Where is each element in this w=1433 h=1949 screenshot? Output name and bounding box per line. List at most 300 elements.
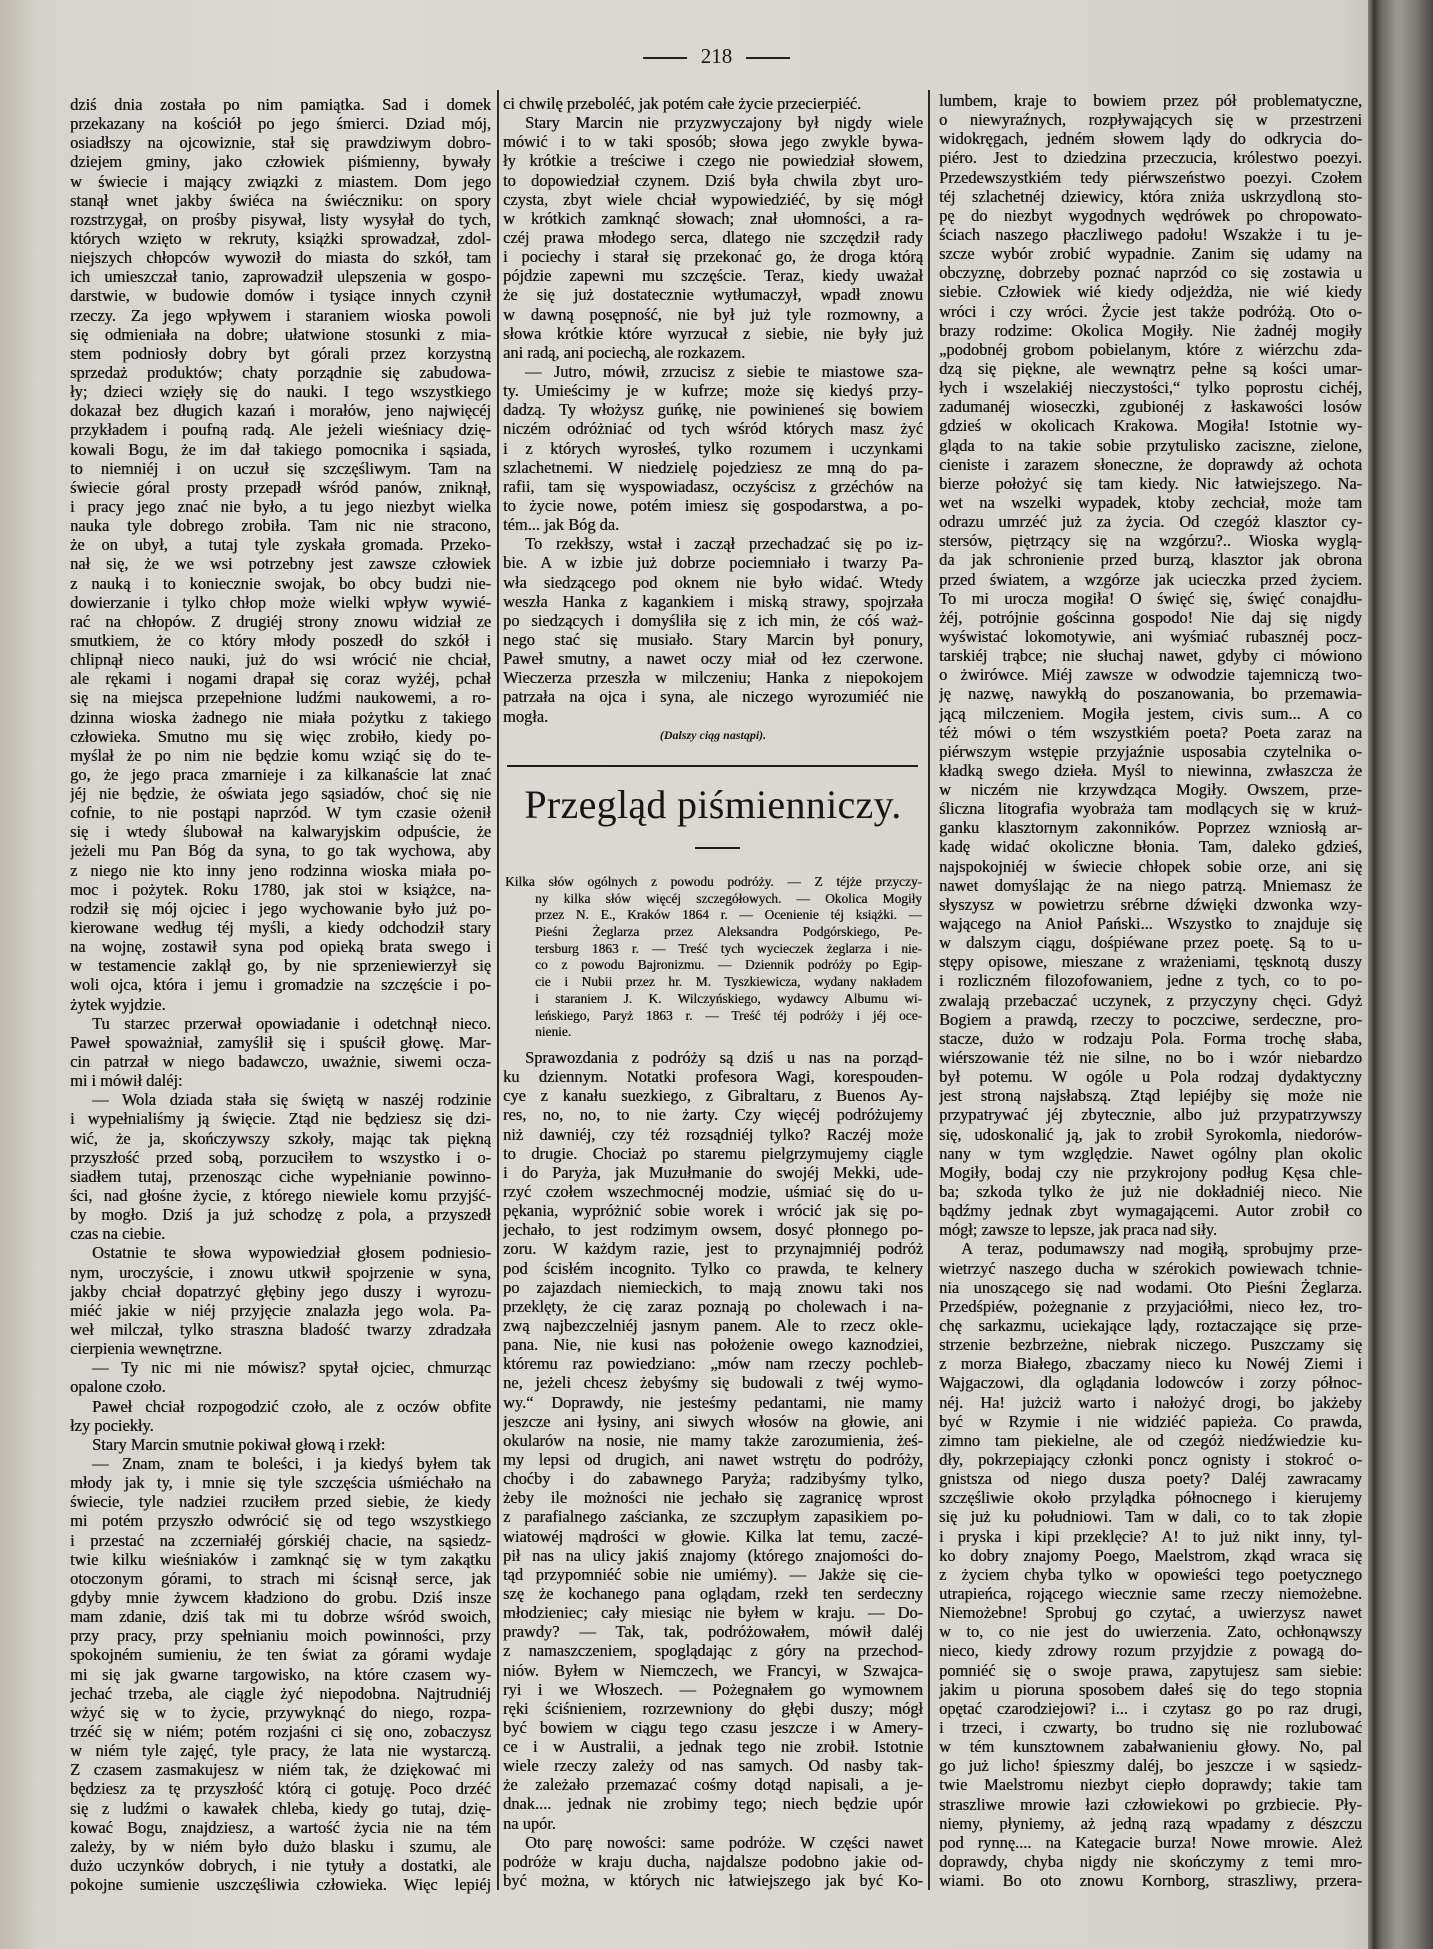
text-line: niczém odróżniać od tych wśród których masz żyć [503, 419, 923, 439]
text-line: Wieczerza przeszła w milczeniu; Hanka z niepokojem [503, 668, 923, 688]
text-line: ko dobry znajomy Poego, Maelstrom, zkąd wraca się [939, 1545, 1362, 1565]
text-line: spokojném sumieniu, że ten świat za górami wydaje [70, 1645, 491, 1665]
text-line: świecie góral prosty przepadł wśród panów, zniknął, [70, 477, 491, 497]
summary-line: przez N. E., Kraków 1864 r. — Ocenienie téj książki. — [535, 907, 922, 923]
text-line: ręki ściśnieniem, rozrzewniony do głębi duszy; mógł [503, 1698, 923, 1718]
text-line: by mogło. Dziś ja już schodzę z pola, a przyszedł [70, 1205, 491, 1225]
text-line: to niemniéj i on uczuł się szczęśliwym. Tam na [70, 458, 491, 478]
text-line: pę do niezbyt wygodnych wędrówek po chropowato- [939, 205, 1362, 225]
text-line: szcze wybór zrobić wypadnie. Zanim się udamy na [939, 244, 1362, 264]
text-line: woli ojca, która i jemu i gromadzie na szczęście i po- [70, 975, 491, 995]
text-line: rodził się mój ojciec i jego wychowanie było już po- [70, 898, 491, 918]
text-line: łzy pociekły. [70, 1415, 154, 1435]
text-line: obczyznę, dobrzeby poznać naprzód co się zostawia u [939, 263, 1362, 283]
text-line: ję nazwę, nawykłą do poszanowania, bo przemawia- [939, 684, 1362, 704]
text-line: to życie nowe, potém imiesz się gospodarstwa, a po- [503, 495, 923, 515]
text-line: niemy, płyniemy, aż jedną razą wpadamy z dészczu [939, 1813, 1362, 1833]
text-line: mi potém przyszło odwrócić się od tego wszystkiego [70, 1511, 491, 1531]
text-line: Bogiem a prawdą, rzeczy to poczciwe, serdeczne, pro- [939, 1009, 1362, 1029]
summary-line: i staraniem J. K. Wilczyńskiego, wydawcy Albumu wi- [535, 990, 922, 1006]
text-line: nauka tyle dobrego zrobiła. Tam nic nie stracono, [70, 516, 491, 536]
text-line: mógł; zawsze to lepsze, jak praca nad siły. [939, 1220, 1217, 1240]
text-line: jeszcze ani łysiny, ani siwych włosów na głowie, ani [503, 1411, 923, 1431]
text-line: gdzieś w okolicach Krakowa. Mogiła! Istotnie wy- [939, 416, 1362, 436]
text-line: Przedśpiéw, pożegnanie z przyjaciółmi, nieco łez, tro- [939, 1296, 1362, 1316]
text-line: rafii, tam się wyspowiadasz, oczyścisz z grzéchów na [503, 476, 923, 496]
text-line: tąd przypomniéć sobie nie umiémy). — Jakże się cie- [503, 1564, 923, 1584]
text-line: wróci i czy wróci. Życie jest także podróżą. Oto o- [939, 301, 1362, 321]
text-line: to drugie. Chociaż po staremu pielgrzymujemy ciągle [503, 1143, 923, 1163]
text-line: ce i w Australii, a jednak tego nie zrobił. Istotnie [503, 1737, 923, 1757]
text-line: człowieka. Smutno mu się więc zrobiło, kiedy po- [70, 726, 491, 746]
text-line: go, że jego praca zmarnieje i za kilkanaście lat znać [70, 764, 491, 784]
review-summary [505, 874, 922, 1041]
text-line: ci chwilę przeboléć, jak potém całe życie przecierpiéć. [503, 94, 862, 113]
text-line: odrazu umrzéć już za życia. Od czegóż klasztor cy- [939, 512, 1362, 532]
text-line: ich umieszczał tanio, zaprowadził ulepszenia w gospo- [70, 267, 491, 287]
text-line: wietrzyć naszego ducha w szérokich powiewach tchnie- [939, 1258, 1362, 1278]
text-line: nieco, kiedy zdrowy rozum przyjdzie z powagą do- [939, 1641, 1362, 1661]
text-line: gnistsza od niego dusza poety? Daléj zawracamy [939, 1469, 1362, 1489]
paragraph [70, 1014, 491, 1091]
text-line: Stary Marcin nie przyzwyczajony był nigdy wiele [525, 113, 923, 133]
text-line: ty. Umieścimy je w kufrze; może się kiedyś przy- [503, 381, 923, 401]
text-line: A teraz, podumawszy nad mogiłą, sprobujmy prze- [961, 1239, 1362, 1259]
text-line: prawdy? — Tak, tak, podróżowałem, mówił daléj [503, 1622, 923, 1642]
text-line: pójdzie zapewni mu szczęście. Teraz, kiedy uważał [503, 266, 923, 286]
text-line: doprawdy, chyba nigdy nie skończymy z temi mro- [939, 1851, 1362, 1871]
text-line: z życiem chyba tylko w opowieści tego poetycznego [939, 1564, 1362, 1584]
column-1-story [70, 95, 491, 1894]
text-line: przeklęty, że cię zaraz poznają po cholewach i na- [503, 1296, 923, 1316]
text-line: weszła Hanka z kagankiem i miską strawy, spojrzała [503, 591, 923, 611]
text-line: „podobnéj grobom pobielanym, które z wiérzchu zda- [939, 339, 1362, 359]
text-line: stacze, dużo w rodzaju Pola. Forma trochę słaba, [939, 1028, 1362, 1048]
text-line: téj szlachetnéj dziewicy, która zniża uskrzydloną sto- [939, 186, 1362, 206]
text-line: jéj nie będzie, że oświata jego sąsiadów, choć się nie [70, 784, 491, 804]
text-line: rozstrzygał, on prośby pisywał, listy wysyłał do tych, [70, 209, 491, 229]
text-line: piérwszym wstępie przyjaźnie usposabia czytelnika o- [939, 741, 1362, 761]
text-line: i pryska i kipi przeklęcie? A! to już nikt inny, tyl- [939, 1526, 1362, 1546]
text-line: weł milczał, tylko straszna bladość twarzy zdradzała [70, 1320, 491, 1339]
summary-line: nienie. [535, 1024, 572, 1040]
text-line: widokręgach, jedném słowem lądy do odkrycia do- [939, 129, 1362, 149]
text-line: to dopowiedział czynem. Dziś była chwila zbyt uro- [503, 170, 923, 190]
text-line: przy pracy, przy spełnianiu moich powinności, przy [70, 1626, 491, 1646]
text-line: zimno tam piekielne, ale od czegóż niedźwiedzie ku- [939, 1430, 1362, 1450]
text-line: miéć jakie w niéj przyjęcie znalazła jego wola. Pa- [70, 1300, 491, 1320]
text-line: pił nas na ulicy jakiś znajomy (którego znajomości do- [503, 1545, 923, 1565]
text-line: być można, w których nic łatwiejszego jak być Ko- [503, 1871, 923, 1891]
text-line: tarskiéj trąbce; nie słuchaj nawet, gdyby ci mówiono [939, 646, 1362, 666]
text-line: — Jutro, mówił, zrzucisz z siebie te miastowe sza- [525, 361, 923, 381]
text-line: moc i pożytek. Roku 1780, jak stoi w książce, na- [70, 879, 491, 899]
text-line: zwalają przebaczać uczynek, z przyczyny chęci. Gdyż [939, 990, 1362, 1010]
text-line: na wojnę, zostawił syna pod opieką brata swego i [70, 937, 491, 957]
text-line: i przestać na zczerniałéj górskiéj chacie, na sąsiedz- [70, 1530, 491, 1550]
text-line: kowali Bogu, że im dał takiego pomocnika i sąsiada, [70, 439, 491, 459]
text-line: podróże w kraju ducha, najdalsze podobno jakie od- [503, 1851, 923, 1871]
text-line: wżyć się w to życie, przywyknąć do niego, rozpa- [70, 1702, 491, 1722]
text-line: przekazany na kościół po jego śmierci. Dziad mój, [70, 114, 491, 134]
text-line: i trzeci, i czwarty, bo trudno się nie rozlubować [939, 1717, 1362, 1737]
text-line: da jak schronienie przed burzą, klasztor jak obrona [939, 550, 1362, 570]
text-line: wyświstać lokomotywie, ani wyśmiać rubasznéj pocz- [939, 626, 1362, 646]
text-line: być bowiem w ciągu tego czasu jeszcze i w Amery- [503, 1717, 923, 1737]
paragraph [503, 1048, 923, 1833]
text-line: wającego na Anioł Pański... Wszystko to znajduje się [939, 914, 1362, 934]
page-number-text: 218 [700, 44, 733, 68]
text-line: mi i mówił daléj: [70, 1071, 183, 1091]
text-line: opętać czarodziejowi? i... i czytasz go po raz drugi, [939, 1698, 1362, 1718]
summary-line: Kilka słów ogólnych z powodu podróży. — Z téjże przyczy- [505, 874, 922, 889]
text-line: przyszłość przed sobą, porzuciłem to wszystko i o- [70, 1147, 491, 1167]
text-line: o niewyraźnych, rozpływających się w przestrzeni [939, 110, 1362, 130]
text-line: że on ubył, a tutaj tyle zyskała gromada. Przeko- [70, 535, 491, 555]
paragraph [503, 113, 923, 362]
text-line: choćby i do zabawnego Paryża; radzibyśmy tylko, [503, 1469, 923, 1489]
text-line: trzéć się w niém; potém rozjaśni ci się ono, zobaczysz [70, 1721, 491, 1741]
text-line: szczęśliwie około przylądka północnego i kierujemy [939, 1488, 1362, 1508]
column-2-review [503, 1048, 923, 1890]
text-line: dokazał bez długich kazań i morałów, jeno najwięcéj [70, 401, 491, 421]
text-line: bądźmy jednak zbyt wymagającemi. Autor zrobił co [939, 1201, 1362, 1221]
text-line: jakim u pioruna sposobem dałeś się do tego stopnia [939, 1679, 1362, 1699]
section-separator [507, 765, 918, 767]
text-line: pomniéć się o swoje prawa, zapytujesz sam siebie: [939, 1660, 1362, 1680]
text-line: To rzekłszy, wstał i zaczął przechadzać się po iz- [525, 534, 923, 554]
text-line: jechać trzeba, ale ciągle żyć niepodobna. Najtrudniéj [70, 1683, 491, 1703]
text-line: pod rynnę.... na Kategacie burza! Nowe mrowie. Ależ [939, 1832, 1362, 1852]
text-line: których wzięto w rekruty, książki sprowadzał, zdol- [70, 228, 491, 248]
text-line: — Ty nic mi nie mówisz? spytał ojciec, chmurząc [92, 1358, 491, 1378]
page-number-dash-left [643, 57, 687, 59]
text-line: po zajazdach niemieckich, to mają znowu taki nos [503, 1277, 923, 1297]
text-line: pokojne sumienie uszczęśliwia człowieka. Więc lepiéj [70, 1875, 491, 1895]
text-line: Ostatnie te słowa wypowiedział głosem podniesio- [92, 1243, 491, 1263]
text-line: i do Paryża, jak Muzułmanie do swojéj Mekki, ude- [503, 1162, 923, 1182]
text-line: dowierzanie i tylko chłop może wielki wpływ wywié- [70, 592, 491, 612]
text-line: utrapieńca, rojącego wiecznie same rzeczy niemożebne. [939, 1583, 1362, 1603]
text-line: dadzą. Ty włożysz guńkę, nie powinieneś się bowiem [503, 400, 923, 420]
text-line: i wypełnialiśmy ją święcie. Ztąd nie będziesz się dzi- [70, 1109, 491, 1129]
text-line: czéj prawa młodego serca, dlatego nie szczędził rady [503, 227, 923, 247]
text-line: jechało, to jest rodzimym owsem, dosyć płonnego po- [503, 1220, 923, 1240]
text-line: nego stać się musiało. Stary Marcin był ponury, [503, 629, 923, 649]
text-line: rzyć czołem wszechmocnéj modzie, uśmiać się do u- [503, 1181, 923, 1201]
text-line: zależy, by w niém było dużo blasku i szumu, ale [70, 1836, 491, 1856]
review-section-title: Przegląd piśmienniczy. [524, 782, 902, 827]
text-line: myślał że po nim nie będzie komu wziąć się do te- [70, 745, 491, 765]
paragraph [70, 1397, 491, 1435]
text-line: dnak.... jednak nie zrobimy tego; niech będzie upór [503, 1794, 923, 1814]
text-line: się i wtedy ślubował na kalwaryjskim odpuście, że [70, 822, 491, 842]
text-line: osiadłszy na ojcowiznie, stał się prawdziwym dobro- [70, 133, 491, 153]
text-line: dzinna wioska żadnego nie miała pożytku z takiego [70, 707, 491, 727]
text-line: my lepsi od drugich, ani nawet wstrętu do podróży, [503, 1449, 923, 1469]
summary-line: Pieśni Żeglarza przez Aleksandra Podgórskiego, Pe- [535, 924, 922, 940]
text-line: cin patrzał w niego badawczo, uważnie, siwemi ocza- [70, 1052, 491, 1072]
paragraph [70, 1435, 491, 1454]
page-number [0, 44, 1433, 69]
text-line: otoczonym górami, to strach mi ścisnął serce, jak [70, 1568, 491, 1588]
text-line: z niego nie kto inny jeno rodzinna wioska miała po- [70, 860, 491, 880]
summary-line: ny kilka słów więcéj szczegółowych. — Okolica Mogiły [535, 890, 922, 906]
text-line: brazy rodzime: Okolica Mogiły. Nie żadnéj mogiły [939, 320, 1362, 340]
text-line: Paweł smutny, a nawet oczy miał od łez czerwone. [503, 649, 923, 669]
text-line: jącą milczeniem. Mogiła jestem, civis sum... A co [939, 703, 1362, 723]
text-line: piéro. Jest to dziedzina przeczucia, królestwo poezyi. [939, 148, 1362, 168]
text-line: wiami. Bo oto znowu Kornborg, straszliwy, przera- [939, 1871, 1362, 1891]
text-line: i rozliczném filozofowaniem, jedne z tych, co to po- [939, 971, 1362, 991]
text-line: szlachetnemi. W niedzielę pojedziesz ze mną do pa- [503, 457, 923, 477]
text-line: o żwirówce. Miéj zawsze w odwodzie tajemniczą two- [939, 665, 1362, 685]
text-line: się już ku południowi. Tam w dali, co to tak złopie [939, 1507, 1362, 1527]
text-line: ły krótkie a treściwe i czego nie powiedział słowem, [503, 151, 923, 171]
text-line: ły; dzieci wzięły się do nauki. I tego wszystkiego [70, 382, 491, 402]
summary-line: co z powodu Bajronizmu. — Dziennik podróży po Egip- [535, 957, 922, 973]
text-line: ba; szkoda tylko że już nie dokładniéj nieco. Nie [939, 1182, 1362, 1202]
summary-line: tersburg 1863 r. — Treść tych wycieczek żeglarza i nie- [535, 940, 922, 956]
text-line: w to, co nie jest do uwierzenia. Zato, ochłonąwszy [939, 1622, 1362, 1642]
text-line: i pociechy i starał się przekonać go, że droga którą [503, 247, 923, 267]
text-line: Stary Marcin smutnie pokiwał głową i rzekł: [92, 1434, 386, 1454]
text-line: że się już dostatecznie wytłumaczył, wpadł znowu [503, 285, 923, 305]
text-line: być w Rzymie i nie widziéć papieża. Co prawda, [939, 1411, 1362, 1431]
text-line: dużo uczynków dobrych, i nie tytuły a dostatki, ale [70, 1855, 491, 1875]
text-line: pękania, wypróżnić sobie worek i wrócić jak się po- [503, 1201, 923, 1221]
text-line: bierze położyć się tam kiedy. Nic łatwiejszego. Na- [939, 473, 1362, 493]
text-line: mówić i to w taki sposób; słowa jego zwykle bywa- [503, 132, 923, 152]
text-line: najspokojniéj w świecie chłopek sobie orze, ani się [939, 856, 1362, 876]
text-line: żytek wyjdzie. [70, 994, 166, 1014]
text-line: Paweł spoważniał, zamyślił się i spuścił głowę. Mar- [70, 1032, 491, 1052]
text-line: kadę widać okoliczne błonia. Tam, daleko gdzieś, [939, 837, 1362, 857]
text-line: smutkiem, że co który młody poszedł do szkół i [70, 630, 491, 650]
text-line: nia unoszącego się nad wodami. Oto Pieśni Żeglarza. [939, 1277, 1362, 1297]
text-line: śliczna litografia wyobraża tam modlących się w kruż- [939, 799, 1362, 819]
text-line: zwą najbezczelniéj jasnym panem. Ale to rzecz okle- [503, 1315, 923, 1335]
text-line: twie kilku wieśniaków i zamknąć się w tym zakątku [70, 1549, 491, 1569]
paragraph [70, 95, 491, 1014]
text-line: nawet domyślając że na niego patrzą. Mniemasz że [939, 875, 1362, 895]
text-line: wiele rzeczy zależy od nas samych. Od nasby tak- [503, 1756, 923, 1776]
text-line: dziejem gminy, jako człowiek piśmienny, bywały [70, 152, 491, 172]
text-line: łych i wszelakiéj nieczystości,“ tylko poprostu cichéj, [939, 378, 1362, 398]
text-line: nany w tym względzie. Nawet ogólny plan okolic [939, 1143, 1362, 1163]
text-line: jest stroną najsłabszą. Ztąd lepiéjby się może nie [939, 1086, 1362, 1106]
text-line: wiatowéj mądrości w głowie. Kilka lat temu, zaczé- [503, 1526, 923, 1546]
text-line: żéj, potrójnie gościnna gospodo! Nie daj się nigdy [939, 607, 1362, 627]
text-line: słyszysz w powietrzu srébrne dźwięki dzwonka wzy- [939, 894, 1362, 914]
column-3-review [939, 91, 1362, 1890]
text-line: młody jak ty, i mnie się tyle szczęścia uśmiéchało na [70, 1473, 491, 1493]
text-line: kierowane według téj myśli, a kiedy odchodził stary [70, 918, 491, 938]
story-continued-note: (Dalszy ciąg nastąpi). [659, 728, 767, 742]
text-line: pod ścisłém incognito. Tylko co prawda, te kelnery [503, 1258, 923, 1278]
text-line: strzenie bezbrzeżne, niebrak niczego. Puszczamy się [939, 1335, 1362, 1355]
column-2-story-end [503, 94, 923, 726]
text-line: że zależało przemazać cośmy dotąd napisali, a je- [503, 1775, 923, 1795]
paragraph [503, 534, 923, 725]
text-line: niejszych chłopców wywoził do miasta do szkół, tam [70, 248, 491, 268]
text-line: res, no, no, to nie żarty. Czy więcéj podróżujemy [503, 1105, 923, 1125]
text-line: nym, uroczyście, i znowu utkwił spojrzenie w syna, [70, 1262, 491, 1282]
text-line: ryi i we Włoszech. — Pożegnałem go wymownem [503, 1679, 923, 1699]
text-line: Oto parę nowości: same podróże. W części nawet [525, 1832, 923, 1852]
text-line: z parafialnego zaścianka, ze szczupłym zapasikiem po- [503, 1507, 923, 1527]
text-line: jakby chciał dopatrzyć głębiny jego duszy i wyrozu- [70, 1281, 491, 1301]
text-line: Z czasem zasmakujesz w niém tak, że dziękować mi [70, 1760, 491, 1780]
text-line: niów. Byłem w Niemczech, we Francyi, w Szwajca- [503, 1660, 923, 1680]
text-line: rać na chłopów. Z drugiéj strony znowu widział ze [70, 611, 491, 631]
summary-line: leńskiego, Paryż 1863 r. — Treść téj podróży i jéj oce- [535, 1007, 922, 1023]
text-line: sprzedaż produktów; chaty porządnie się zabudowa- [70, 362, 491, 382]
text-line: zadumanéj wioseczki, zgubionéj z łaskawości losów [939, 397, 1362, 417]
text-line: będziesz za tę przyszłość którą ci gotuję. Poco drzéć [70, 1779, 491, 1799]
text-line: ści, nad głośne życie, z którego niewiele komu przyjść- [70, 1186, 491, 1206]
paragraph [70, 1358, 491, 1396]
text-line: wła siedzącego pod oknem nie było widać. Wtedy [503, 572, 923, 592]
paragraph [70, 1454, 491, 1894]
text-line: ku dziennym. Notatki profesora Wagi, korespouden- [503, 1067, 923, 1087]
text-line: z morza Białego, zbaczamy nieco ku Nowéj Ziemi i [939, 1354, 1362, 1374]
text-line: młodzieniec; cały miesiąc nie byłem w kraju. — Do- [503, 1603, 923, 1623]
text-line: siadłem tutaj, przenosząc ciche wypełnianie powinno- [70, 1166, 491, 1186]
text-line: ne, jeżeli chcesz żebyśmy się budowali z twéj wymo- [503, 1373, 923, 1393]
text-line: słowa krótkie które wyrzucał z siebie, nie były już [503, 323, 923, 343]
paragraph [939, 1239, 1362, 1890]
text-line: wiérszowanie téż nie silne, no bo i wzór niebardzo [939, 1048, 1362, 1068]
text-line: chę sarkazmu, uciekające lądy, roztaczające się prze- [939, 1316, 1362, 1335]
text-line: dziś dnia została po nim pamiątka. Sad i domek [70, 95, 491, 114]
text-line: ganku klasztornym zakonników. Poprzez wzniosłą ar- [939, 818, 1362, 838]
text-line: Tu starzec przerwał opowiadanie i odetchnął nieco. [92, 1013, 491, 1033]
text-line: Mogiły, bodaj czy nie przykrojony podług Kęsa chle- [939, 1162, 1362, 1182]
text-line: cofnie, to nie postąpi naprzód. W tym czasie ożenił [70, 803, 491, 823]
text-line: wy.“ Doprawdy, nie jesteśmy pedantami, nie mamy [503, 1392, 923, 1412]
text-line: stępy opisowe, mieszane z wrażeniami, tęsknotą duszy [939, 952, 1362, 972]
text-line: dły, pokrzepiający członki poncz ognisty i stokroć o- [939, 1449, 1362, 1469]
text-line: lumbem, kraje to bowiem przez pół problematyczne, [939, 91, 1362, 110]
text-line: Sprawozdania z podróży są dziś u nas na porząd- [525, 1048, 923, 1067]
text-line: się, udoskonalić ją, jak to zrobił Syrokomla, niedorów- [939, 1124, 1362, 1144]
text-line: twie Maelstromu niezbyt ciepło doprawdy; takie tam [939, 1775, 1362, 1795]
adjacent-page-edge [1368, 0, 1433, 1949]
text-line: ani radą, ani pociechą, ale rozkazem. [503, 342, 746, 362]
text-line: był potemu. W ogóle u Pola rodzaj dydaktyczny [939, 1067, 1362, 1087]
text-line: pana. Nie, nie kusi nas położenie owego kaznodziei, [503, 1335, 923, 1355]
text-line: To mi urocza mogiła! O święć się, święć conajdłu- [939, 588, 1362, 608]
text-line: — Znam, znam te boleści, i ja kiedyś byłem tak [92, 1453, 491, 1473]
text-line: patrzała na ojca i syna, ale niczego wyrozumiéć nie [503, 687, 923, 707]
text-line: niż dawniéj, czy téż rozsądniéj tylko? Raczéj może [503, 1124, 923, 1144]
text-line: jeżeli mu Pan Bóg da syna, to go tak wychowa, aby [70, 841, 491, 861]
text-line: się odmieniała na dobre; ułatwione stosunki z mia- [70, 324, 491, 344]
text-line: straszliwe mrowie łazi człowiekowi po grzbiecie. Pły- [939, 1794, 1362, 1814]
text-line: w krótkich zamknąć słowach; znał ułomności, a ra- [503, 208, 923, 228]
paragraph [503, 94, 923, 113]
text-line: w niém tyle zajęć, tyle pracy, że lata nie wystarczą. [70, 1741, 491, 1761]
text-line: w niczém nie krzywdząca Mogiły. Owszem, prze- [939, 780, 1362, 800]
text-line: przed światem, a wzgórze jak ucieczka przed życiem. [939, 569, 1362, 589]
text-line: chlipnął nieco nauki, już do wsi wrócić nie chciał, [70, 650, 491, 670]
text-line: dzą się piękne, ale wewnątrz pełne są kości umar- [939, 358, 1362, 378]
column-divider [928, 90, 930, 1890]
text-line: mi się jak gwarne targowisko, na które czasem wy- [70, 1664, 491, 1684]
text-line: w tém kunsztownem zabałwanieniu głowy. No, pal [939, 1737, 1362, 1757]
text-line: po siedzących i domyśliła się z ich min, że cóś waż- [503, 610, 923, 630]
text-line: mogła. [503, 706, 549, 726]
text-line: i pracy jego znać nie było, a tu jego niezbyt wielka [70, 496, 491, 516]
text-line: darstwie, w budowie domów i tysiące innych czynił [70, 286, 491, 306]
text-line: w testamencie zaklął go, by nie sprzeniewierzył się [70, 956, 491, 976]
paragraph [939, 91, 1362, 1239]
text-line: z nauką i to koniecznie swojak, bo obcy budzi nie- [70, 573, 491, 593]
text-line: okularów na nosie, nie mamy także zarozumienia, żeś- [503, 1430, 923, 1450]
text-line: Paweł chciał rozpogodzić czoło, ale z oczów obfite [92, 1396, 491, 1416]
page-number-dash-right [746, 57, 790, 59]
text-line: stersów, piętrzący się na wzgórzu?.. Wioska wyglą- [939, 531, 1362, 551]
text-line: tém... jak Bóg da. [503, 515, 620, 535]
text-line: przykładem i poufną radą. Ale jeżeli wieśniacy dzię- [70, 420, 491, 440]
text-line: mam zdanie, dziś tak mi tu dobrze wśród swoich, [70, 1607, 491, 1627]
text-line: siebie. Człowiek wié kiedy odjeżdża, nie wié kiedy [939, 282, 1362, 302]
text-line: i z których wyrosłeś, tylko rozumem i uczynkami [503, 438, 923, 458]
title-underline-rule [695, 847, 740, 849]
text-line: go już licho! śpieszmy daléj, bo jeszcze i w sąsiedz- [939, 1756, 1362, 1776]
text-line: w świecie i mający związki z miastem. Dom jego [70, 171, 491, 191]
text-line: wić, że ja, skończywszy szkoły, mając tak piękną [70, 1128, 491, 1148]
text-line: cierpienia wewnętrzne. [70, 1339, 222, 1359]
text-line: gląda to na takie sobie przytulisko zaciszne, zielone, [939, 435, 1362, 455]
text-line: rzeczy. Za jego wpływem i staraniem wioska powoli [70, 305, 491, 325]
text-line: ściach naszego płaczliwego padołu! Wszakże i tu je- [939, 224, 1362, 244]
text-line: świecie, tyle nadziei rzuciłem przed siebie, że kiedy [70, 1492, 491, 1512]
text-line: bie. A w izbie już dobrze pociemniało i twarzy Pa- [503, 553, 923, 573]
text-line: szę że kochanego pana oglądam, rzekł ten serdeczny [503, 1583, 923, 1603]
text-line: w dalszym ciągu, dośpiéwane przez poetę. Są to u- [939, 933, 1362, 953]
text-line: nał się, że we wsi potrzebny jest zawsze człowiek [70, 554, 491, 574]
text-line: néj. Ha! jużciż warto i nałożyć drogi, bo jakżeby [939, 1392, 1362, 1412]
text-line: stem podniosły dobry byt górali przez korzystną [70, 343, 491, 363]
text-line: cye z kanału suezkiego, z Gibraltaru, z Buenos Ay- [503, 1086, 923, 1106]
text-line: z namaszczeniem, spoglądając z góry na przechod- [503, 1641, 923, 1661]
text-line: opalone czoło. [70, 1377, 166, 1397]
text-line: zoru. W każdym razie, jest to przynajmniéj podróż [503, 1239, 923, 1259]
text-line: czysta, zbyt wiele chciał wypowiedziéć, by się mógł [503, 189, 923, 209]
text-line: stanął wnet jakby świéca na świéczniku: on spory [70, 190, 491, 210]
column-divider [497, 90, 499, 1890]
text-line: na upór. [503, 1813, 556, 1833]
text-line: cieniste i zarazem słoneczne, że doprawdy aż ochota [939, 454, 1362, 474]
paragraph [70, 1243, 491, 1358]
text-line: — Wola dziada stała się świętą w naszéj rodzinie [92, 1090, 491, 1110]
text-line: się z ludźmi o kawałek chleba, kiedy go tutaj, dzię- [70, 1798, 491, 1818]
paragraph [70, 1090, 491, 1243]
text-line: wet na wszelki wypadek, ktoby zechciał, może tam [939, 492, 1362, 512]
summary-line: cie i Nubii przez hr. M. Tyszkiewicza, wydany nakładem [535, 974, 922, 990]
text-line: żeby ile możności nie jechało się zagranicę wprost [503, 1488, 923, 1508]
text-line: téż mówi o tém wszystkiém poeta? Poeta zaraz na [939, 722, 1362, 742]
text-line: w dawną posępność, nie był już tyle rozmowny, a [503, 304, 923, 324]
text-line: Przedewszystkiém tedy piérwszeństwo poezyi. Czołem [939, 167, 1362, 187]
text-line: przypatrywać jéj zbytecznie, albo już przypatrzywszy [939, 1105, 1362, 1125]
text-line: ale rękami i nogami drapał się coraz wyżéj, pchał [70, 669, 491, 689]
text-line: Wajgaczowi, dla oglądania lodowców i zorzy północ- [939, 1373, 1362, 1393]
paragraph [503, 1833, 923, 1890]
paragraph [503, 362, 923, 534]
